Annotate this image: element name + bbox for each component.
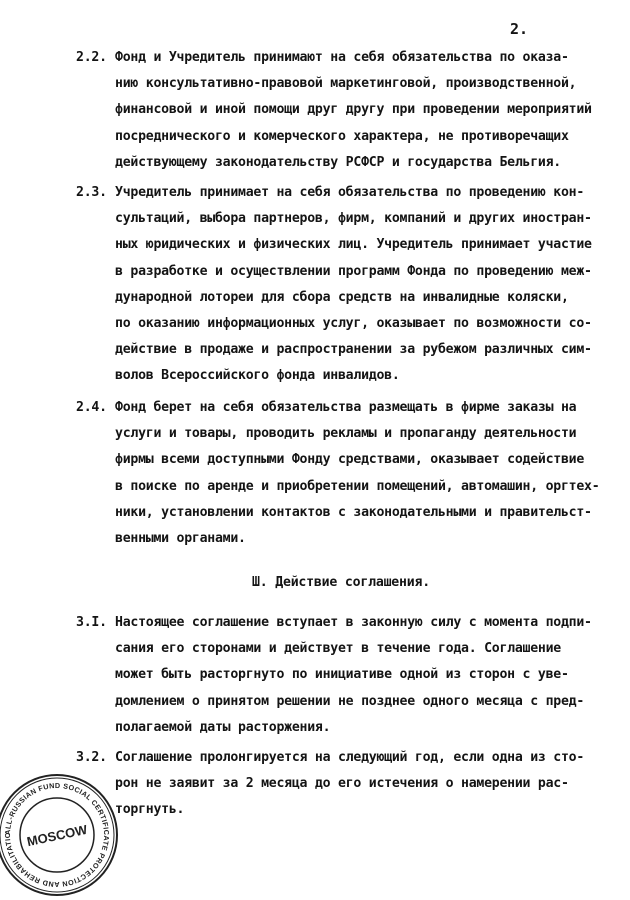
clause-line: по оказанию информационных услуг, оказывает по возможности со- xyxy=(115,316,592,331)
clause-line: сания его сторонами и действует в течение года. Соглашение xyxy=(115,641,561,656)
clause-line: Соглашение пролонгируется на следующий год, если одна из сто- xyxy=(115,750,585,765)
clause-line: Фонд берет на себя обязательства размещать в фирме заказы на xyxy=(115,400,577,415)
page-number: 2. xyxy=(510,20,529,38)
clause-line: может быть расторгнуто по инициативе одной из сторон с уве- xyxy=(115,667,569,682)
clause-number: 2.3. xyxy=(76,185,107,200)
clause-number: 3.I. xyxy=(76,615,107,630)
clause-line: Фонд и Учредитель принимают на себя обязательства по оказа- xyxy=(115,50,569,65)
clause-line: торгнуть. xyxy=(115,802,185,817)
clause-line: ники, установлении контактов с законодательными и правительст- xyxy=(115,505,592,520)
clause-number: 2.2. xyxy=(76,50,107,65)
clause-number: 3.2. xyxy=(76,750,107,765)
clause-line: фирмы всеми доступными Фонду средствами, оказывает содействие xyxy=(115,452,585,467)
organization-seal xyxy=(0,770,122,900)
clause-line: дународной лотореи для сбора средств на инвалидные коляски, xyxy=(115,290,569,305)
clause-line: волов Всероссийского фонда инвалидов. xyxy=(115,368,400,383)
clause-line: полагаемой даты расторжения. xyxy=(115,720,331,735)
section-heading: Ш. Действие соглашения. xyxy=(252,575,431,590)
clause-line: действующему законодательству РСФСР и государства Бельгия. xyxy=(115,155,561,170)
clause-line: посреднического и комерческого характера, не противоречащих xyxy=(115,129,569,144)
clause-line: рон не заявит за 2 месяца до его истечения о намерении рас- xyxy=(115,776,569,791)
clause-line: в разработке и осуществлении программ Фонда по проведению меж- xyxy=(115,264,592,279)
clause-line: Учредитель принимает на себя обязательства по проведению кон- xyxy=(115,185,585,200)
clause-line: действие в продаже и распространении за рубежом различных сим- xyxy=(115,342,592,357)
clause-line: финансовой и иной помощи друг другу при проведении мероприятий xyxy=(115,102,592,117)
clause-number: 2.4. xyxy=(76,400,107,415)
clause-line: нию консультативно-правовой маркетинговой, производственной, xyxy=(115,76,577,91)
seal-ring-text: ALL-RUSSIAN FUND SOCIAL CERTIFICATE PROTECTION AND REHABILITATIO xyxy=(2,780,112,890)
clause-line: Настоящее соглашение вступает в законную силу с момента подпи- xyxy=(115,615,592,630)
clause-line: услуги и товары, проводить рекламы и пропаганду деятельности xyxy=(115,426,577,441)
clause-line: сультаций, выбора партнеров, фирм, компаний и других иностран- xyxy=(115,211,592,226)
clause-line: венными органами. xyxy=(115,531,246,546)
clause-line: домлением о принятом решении не позднее одного месяца с пред- xyxy=(115,694,585,709)
clause-line: в поиске по аренде и приобретении помещений, автомашин, оргтех- xyxy=(115,479,600,494)
seal-center-text: MOSCOW xyxy=(25,821,89,850)
clause-line: ных юридических и физических лиц. Учредитель принимает участие xyxy=(115,237,592,252)
